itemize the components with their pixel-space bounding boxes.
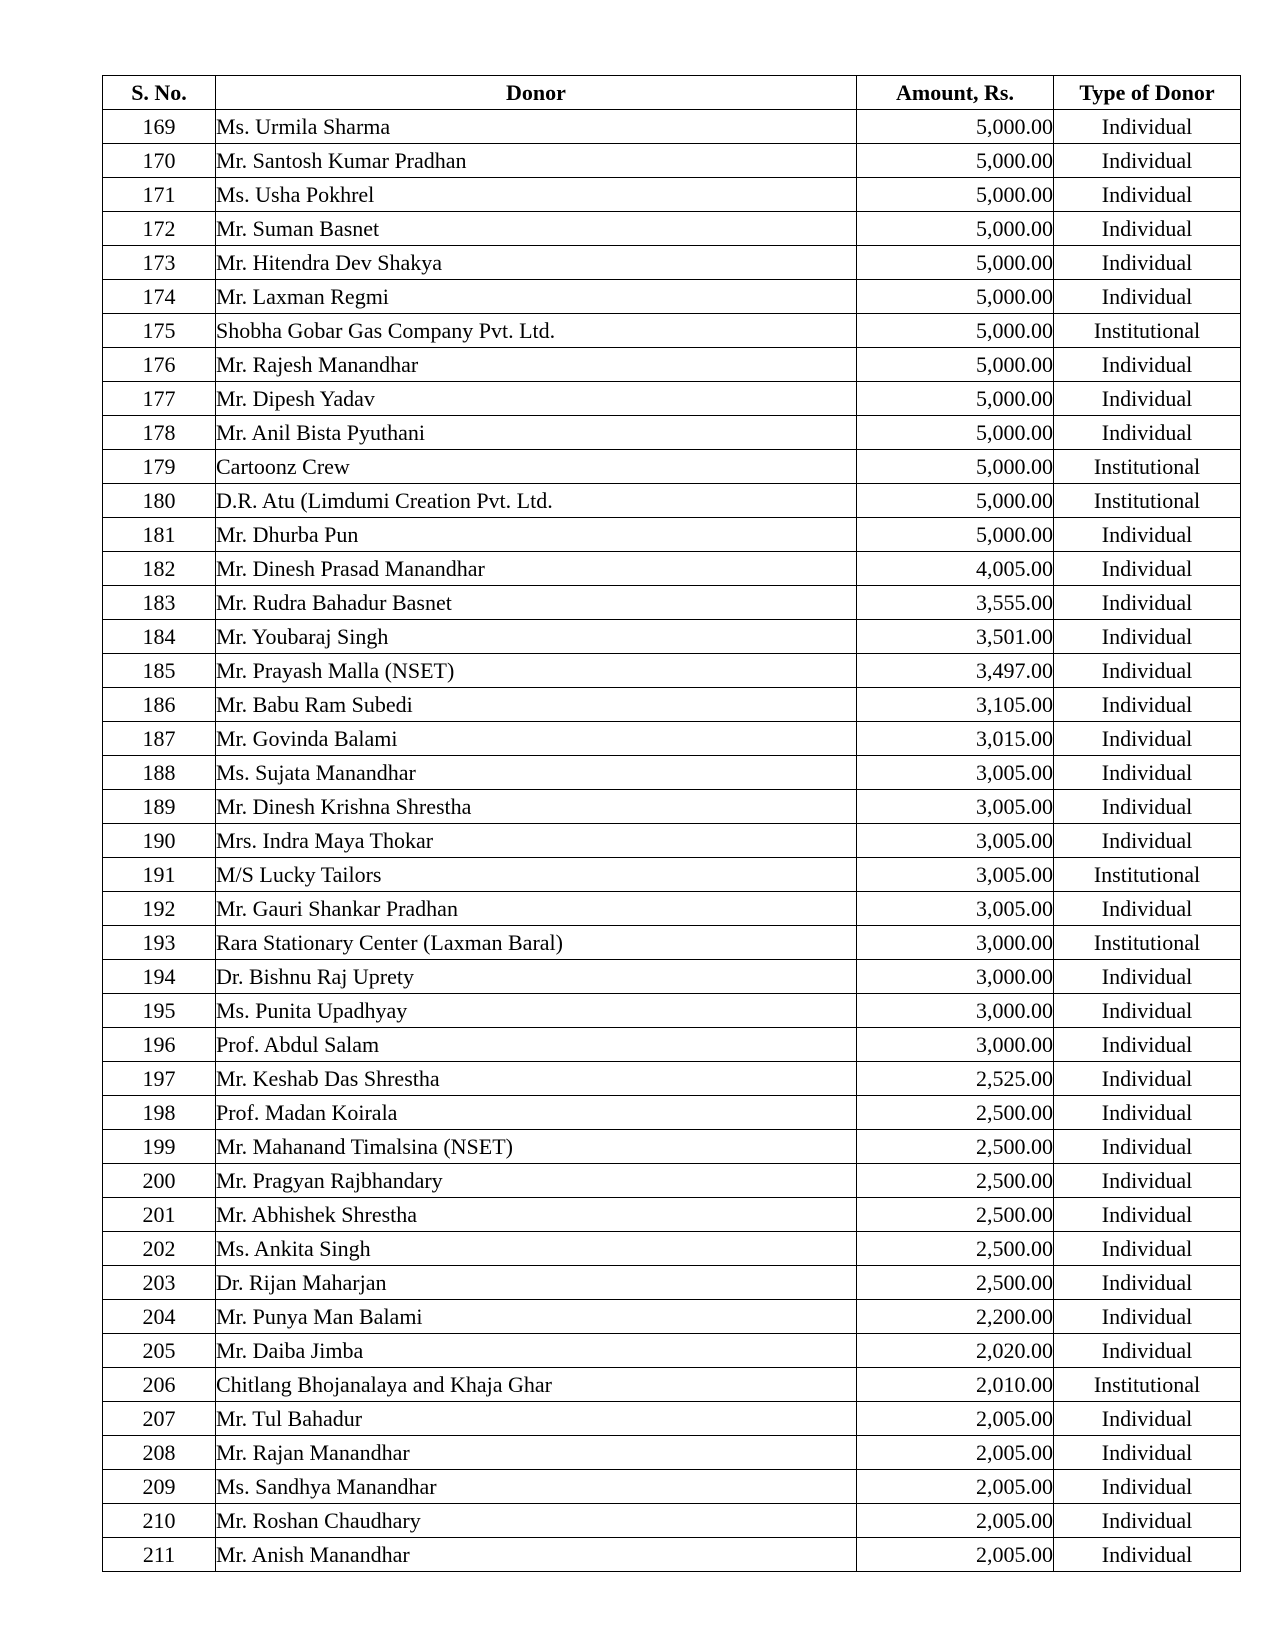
donor-name-cell: Mr. Punya Man Balami [216,1300,857,1334]
serial-number-cell: 181 [103,518,216,552]
amount-cell: 2,500.00 [857,1164,1054,1198]
serial-number-cell: 200 [103,1164,216,1198]
serial-number-cell: 209 [103,1470,216,1504]
table-row [103,382,1241,416]
amount-cell: 3,005.00 [857,858,1054,892]
donor-name-cell: Shobha Gobar Gas Company Pvt. Ltd. [216,314,857,348]
serial-number-cell: 177 [103,382,216,416]
serial-number-cell: 176 [103,348,216,382]
donor-type-cell: Institutional [1054,450,1241,484]
header-row [103,76,1241,110]
serial-number-cell: 206 [103,1368,216,1402]
donor-type-cell: Individual [1054,1300,1241,1334]
serial-number-cell: 210 [103,1504,216,1538]
donor-name-cell: Mr. Anil Bista Pyuthani [216,416,857,450]
donor-name-cell: Chitlang Bhojanalaya and Khaja Ghar [216,1368,857,1402]
amount-cell: 2,005.00 [857,1402,1054,1436]
donor-type-cell: Individual [1054,1062,1241,1096]
donor-type-cell: Individual [1054,1504,1241,1538]
amount-cell: 5,000.00 [857,450,1054,484]
donor-name-cell: Ms. Usha Pokhrel [216,178,857,212]
amount-cell: 2,500.00 [857,1266,1054,1300]
table-row [103,314,1241,348]
donor-name-cell: Mr. Dipesh Yadav [216,382,857,416]
amount-cell: 2,200.00 [857,1300,1054,1334]
amount-cell: 3,005.00 [857,892,1054,926]
table-row [103,654,1241,688]
serial-number-cell: 188 [103,756,216,790]
serial-number-cell: 183 [103,586,216,620]
donor-name-cell: Mr. Roshan Chaudhary [216,1504,857,1538]
donor-name-cell: Mr. Rudra Bahadur Basnet [216,586,857,620]
donor-name-cell: Prof. Abdul Salam [216,1028,857,1062]
amount-cell: 3,000.00 [857,926,1054,960]
amount-cell: 2,500.00 [857,1232,1054,1266]
amount-cell: 5,000.00 [857,518,1054,552]
donor-type-cell: Individual [1054,212,1241,246]
donor-name-cell: Mr. Tul Bahadur [216,1402,857,1436]
serial-number-cell: 173 [103,246,216,280]
table-row [103,1130,1241,1164]
table-row [103,586,1241,620]
donor-type-cell: Individual [1054,144,1241,178]
donor-type-cell: Individual [1054,1266,1241,1300]
table-row [103,960,1241,994]
serial-number-cell: 202 [103,1232,216,1266]
donor-type-cell: Individual [1054,382,1241,416]
table-row [103,1300,1241,1334]
amount-cell: 5,000.00 [857,484,1054,518]
donor-type-cell: Individual [1054,246,1241,280]
table-row [103,756,1241,790]
table-row [103,1028,1241,1062]
donor-table [102,75,1241,1572]
serial-number-cell: 193 [103,926,216,960]
amount-cell: 2,525.00 [857,1062,1054,1096]
amount-cell: 2,005.00 [857,1538,1054,1572]
donor-name-cell: Mrs. Indra Maya Thokar [216,824,857,858]
serial-number-cell: 198 [103,1096,216,1130]
amount-cell: 5,000.00 [857,178,1054,212]
donor-type-cell: Institutional [1054,926,1241,960]
donor-type-cell: Individual [1054,1096,1241,1130]
donor-name-cell: Mr. Keshab Das Shrestha [216,1062,857,1096]
table-row [103,790,1241,824]
donor-name-cell: Mr. Abhishek Shrestha [216,1198,857,1232]
donor-type-cell: Individual [1054,824,1241,858]
amount-cell: 5,000.00 [857,416,1054,450]
amount-cell: 4,005.00 [857,552,1054,586]
table-row [103,1436,1241,1470]
serial-number-cell: 171 [103,178,216,212]
donor-type-cell: Individual [1054,620,1241,654]
table-row [103,1402,1241,1436]
donor-name-cell: Ms. Urmila Sharma [216,110,857,144]
serial-number-cell: 174 [103,280,216,314]
table-row [103,450,1241,484]
donor-name-cell: Mr. Suman Basnet [216,212,857,246]
amount-cell: 3,005.00 [857,756,1054,790]
serial-number-cell: 203 [103,1266,216,1300]
serial-number-cell: 199 [103,1130,216,1164]
donor-name-cell: Mr. Pragyan Rajbhandary [216,1164,857,1198]
amount-cell: 5,000.00 [857,212,1054,246]
amount-cell: 3,005.00 [857,824,1054,858]
table-row [103,1198,1241,1232]
donor-type-cell: Institutional [1054,1368,1241,1402]
table-row [103,620,1241,654]
amount-cell: 5,000.00 [857,110,1054,144]
donor-name-cell: Mr. Govinda Balami [216,722,857,756]
table-row [103,722,1241,756]
serial-number-cell: 197 [103,1062,216,1096]
donor-type-cell: Individual [1054,348,1241,382]
table-row [103,892,1241,926]
donor-name-cell: Ms. Ankita Singh [216,1232,857,1266]
table-row [103,348,1241,382]
table-row [103,1334,1241,1368]
amount-cell: 3,005.00 [857,790,1054,824]
table-row [103,484,1241,518]
table-row [103,178,1241,212]
donor-name-cell: Mr. Dinesh Krishna Shrestha [216,790,857,824]
donor-type-cell: Individual [1054,1436,1241,1470]
donor-type-cell: Individual [1054,654,1241,688]
serial-number-cell: 182 [103,552,216,586]
table-row [103,518,1241,552]
serial-number-cell: 172 [103,212,216,246]
table-row [103,1368,1241,1402]
table-row [103,1164,1241,1198]
table-row [103,110,1241,144]
serial-number-cell: 179 [103,450,216,484]
donor-name-cell: Mr. Rajan Manandhar [216,1436,857,1470]
table-body [103,110,1241,1572]
amount-cell: 5,000.00 [857,246,1054,280]
donor-name-cell: Ms. Sujata Manandhar [216,756,857,790]
serial-number-cell: 190 [103,824,216,858]
amount-cell: 5,000.00 [857,280,1054,314]
donor-type-cell: Institutional [1054,858,1241,892]
donor-name-cell: Mr. Anish Manandhar [216,1538,857,1572]
donor-type-cell: Individual [1054,994,1241,1028]
table-row [103,416,1241,450]
donor-name-cell: Mr. Prayash Malla (NSET) [216,654,857,688]
table-row [103,1232,1241,1266]
amount-cell: 5,000.00 [857,144,1054,178]
donor-name-cell: Prof. Madan Koirala [216,1096,857,1130]
donor-name-cell: Mr. Rajesh Manandhar [216,348,857,382]
donor-name-cell: Mr. Hitendra Dev Shakya [216,246,857,280]
header-type-of-donor: Type of Donor [1054,76,1241,110]
table-row [103,824,1241,858]
donor-type-cell: Individual [1054,1198,1241,1232]
serial-number-cell: 205 [103,1334,216,1368]
table-row [103,1538,1241,1572]
amount-cell: 2,020.00 [857,1334,1054,1368]
donor-type-cell: Individual [1054,110,1241,144]
donor-type-cell: Individual [1054,280,1241,314]
donor-name-cell: Cartoonz Crew [216,450,857,484]
donor-type-cell: Individual [1054,722,1241,756]
donor-name-cell: D.R. Atu (Limdumi Creation Pvt. Ltd. [216,484,857,518]
donor-name-cell: Mr. Mahanand Timalsina (NSET) [216,1130,857,1164]
serial-number-cell: 185 [103,654,216,688]
serial-number-cell: 211 [103,1538,216,1572]
donor-type-cell: Individual [1054,1164,1241,1198]
table-row [103,246,1241,280]
donor-type-cell: Individual [1054,1334,1241,1368]
table-row [103,1062,1241,1096]
amount-cell: 5,000.00 [857,348,1054,382]
donor-name-cell: Mr. Babu Ram Subedi [216,688,857,722]
serial-number-cell: 192 [103,892,216,926]
donor-name-cell: Dr. Rijan Maharjan [216,1266,857,1300]
serial-number-cell: 180 [103,484,216,518]
table-row [103,994,1241,1028]
table-row [103,212,1241,246]
donor-type-cell: Individual [1054,790,1241,824]
serial-number-cell: 194 [103,960,216,994]
serial-number-cell: 191 [103,858,216,892]
amount-cell: 2,010.00 [857,1368,1054,1402]
donor-name-cell: M/S Lucky Tailors [216,858,857,892]
amount-cell: 2,005.00 [857,1504,1054,1538]
serial-number-cell: 204 [103,1300,216,1334]
header-serial-number: S. No. [103,76,216,110]
table-row [103,688,1241,722]
header-donor: Donor [216,76,857,110]
donor-type-cell: Individual [1054,1538,1241,1572]
donor-name-cell: Mr. Santosh Kumar Pradhan [216,144,857,178]
amount-cell: 3,015.00 [857,722,1054,756]
amount-cell: 3,555.00 [857,586,1054,620]
amount-cell: 2,500.00 [857,1198,1054,1232]
serial-number-cell: 207 [103,1402,216,1436]
serial-number-cell: 196 [103,1028,216,1062]
amount-cell: 3,501.00 [857,620,1054,654]
donor-type-cell: Individual [1054,1402,1241,1436]
serial-number-cell: 186 [103,688,216,722]
donor-type-cell: Individual [1054,756,1241,790]
donor-name-cell: Ms. Punita Upadhyay [216,994,857,1028]
serial-number-cell: 187 [103,722,216,756]
table-row [103,280,1241,314]
amount-cell: 3,000.00 [857,994,1054,1028]
donor-type-cell: Individual [1054,178,1241,212]
amount-cell: 3,000.00 [857,1028,1054,1062]
donor-name-cell: Rara Stationary Center (Laxman Baral) [216,926,857,960]
table-row [103,1096,1241,1130]
amount-cell: 2,005.00 [857,1470,1054,1504]
donor-name-cell: Mr. Daiba Jimba [216,1334,857,1368]
table-row [103,144,1241,178]
amount-cell: 2,005.00 [857,1436,1054,1470]
donor-type-cell: Individual [1054,1130,1241,1164]
amount-cell: 3,105.00 [857,688,1054,722]
donor-type-cell: Individual [1054,552,1241,586]
table-row [103,1470,1241,1504]
donor-type-cell: Individual [1054,1028,1241,1062]
donor-type-cell: Individual [1054,688,1241,722]
amount-cell: 3,000.00 [857,960,1054,994]
serial-number-cell: 184 [103,620,216,654]
table-row [103,1504,1241,1538]
donor-name-cell: Mr. Dhurba Pun [216,518,857,552]
serial-number-cell: 208 [103,1436,216,1470]
header-amount: Amount, Rs. [857,76,1054,110]
amount-cell: 2,500.00 [857,1130,1054,1164]
donor-name-cell: Mr. Gauri Shankar Pradhan [216,892,857,926]
serial-number-cell: 175 [103,314,216,348]
donor-type-cell: Individual [1054,518,1241,552]
donor-name-cell: Ms. Sandhya Manandhar [216,1470,857,1504]
amount-cell: 5,000.00 [857,314,1054,348]
serial-number-cell: 195 [103,994,216,1028]
donor-name-cell: Dr. Bishnu Raj Uprety [216,960,857,994]
serial-number-cell: 201 [103,1198,216,1232]
amount-cell: 5,000.00 [857,382,1054,416]
donor-type-cell: Individual [1054,960,1241,994]
donor-type-cell: Individual [1054,416,1241,450]
serial-number-cell: 169 [103,110,216,144]
table-row [103,858,1241,892]
serial-number-cell: 189 [103,790,216,824]
donor-type-cell: Individual [1054,586,1241,620]
table-row [103,552,1241,586]
table-row [103,1266,1241,1300]
donor-name-cell: Mr. Dinesh Prasad Manandhar [216,552,857,586]
donor-name-cell: Mr. Laxman Regmi [216,280,857,314]
donor-type-cell: Institutional [1054,314,1241,348]
donor-type-cell: Individual [1054,892,1241,926]
donor-type-cell: Individual [1054,1232,1241,1266]
table-row [103,926,1241,960]
amount-cell: 2,500.00 [857,1096,1054,1130]
serial-number-cell: 178 [103,416,216,450]
donor-type-cell: Individual [1054,1470,1241,1504]
table-header [103,76,1241,110]
serial-number-cell: 170 [103,144,216,178]
donor-name-cell: Mr. Youbaraj Singh [216,620,857,654]
donor-type-cell: Institutional [1054,484,1241,518]
amount-cell: 3,497.00 [857,654,1054,688]
